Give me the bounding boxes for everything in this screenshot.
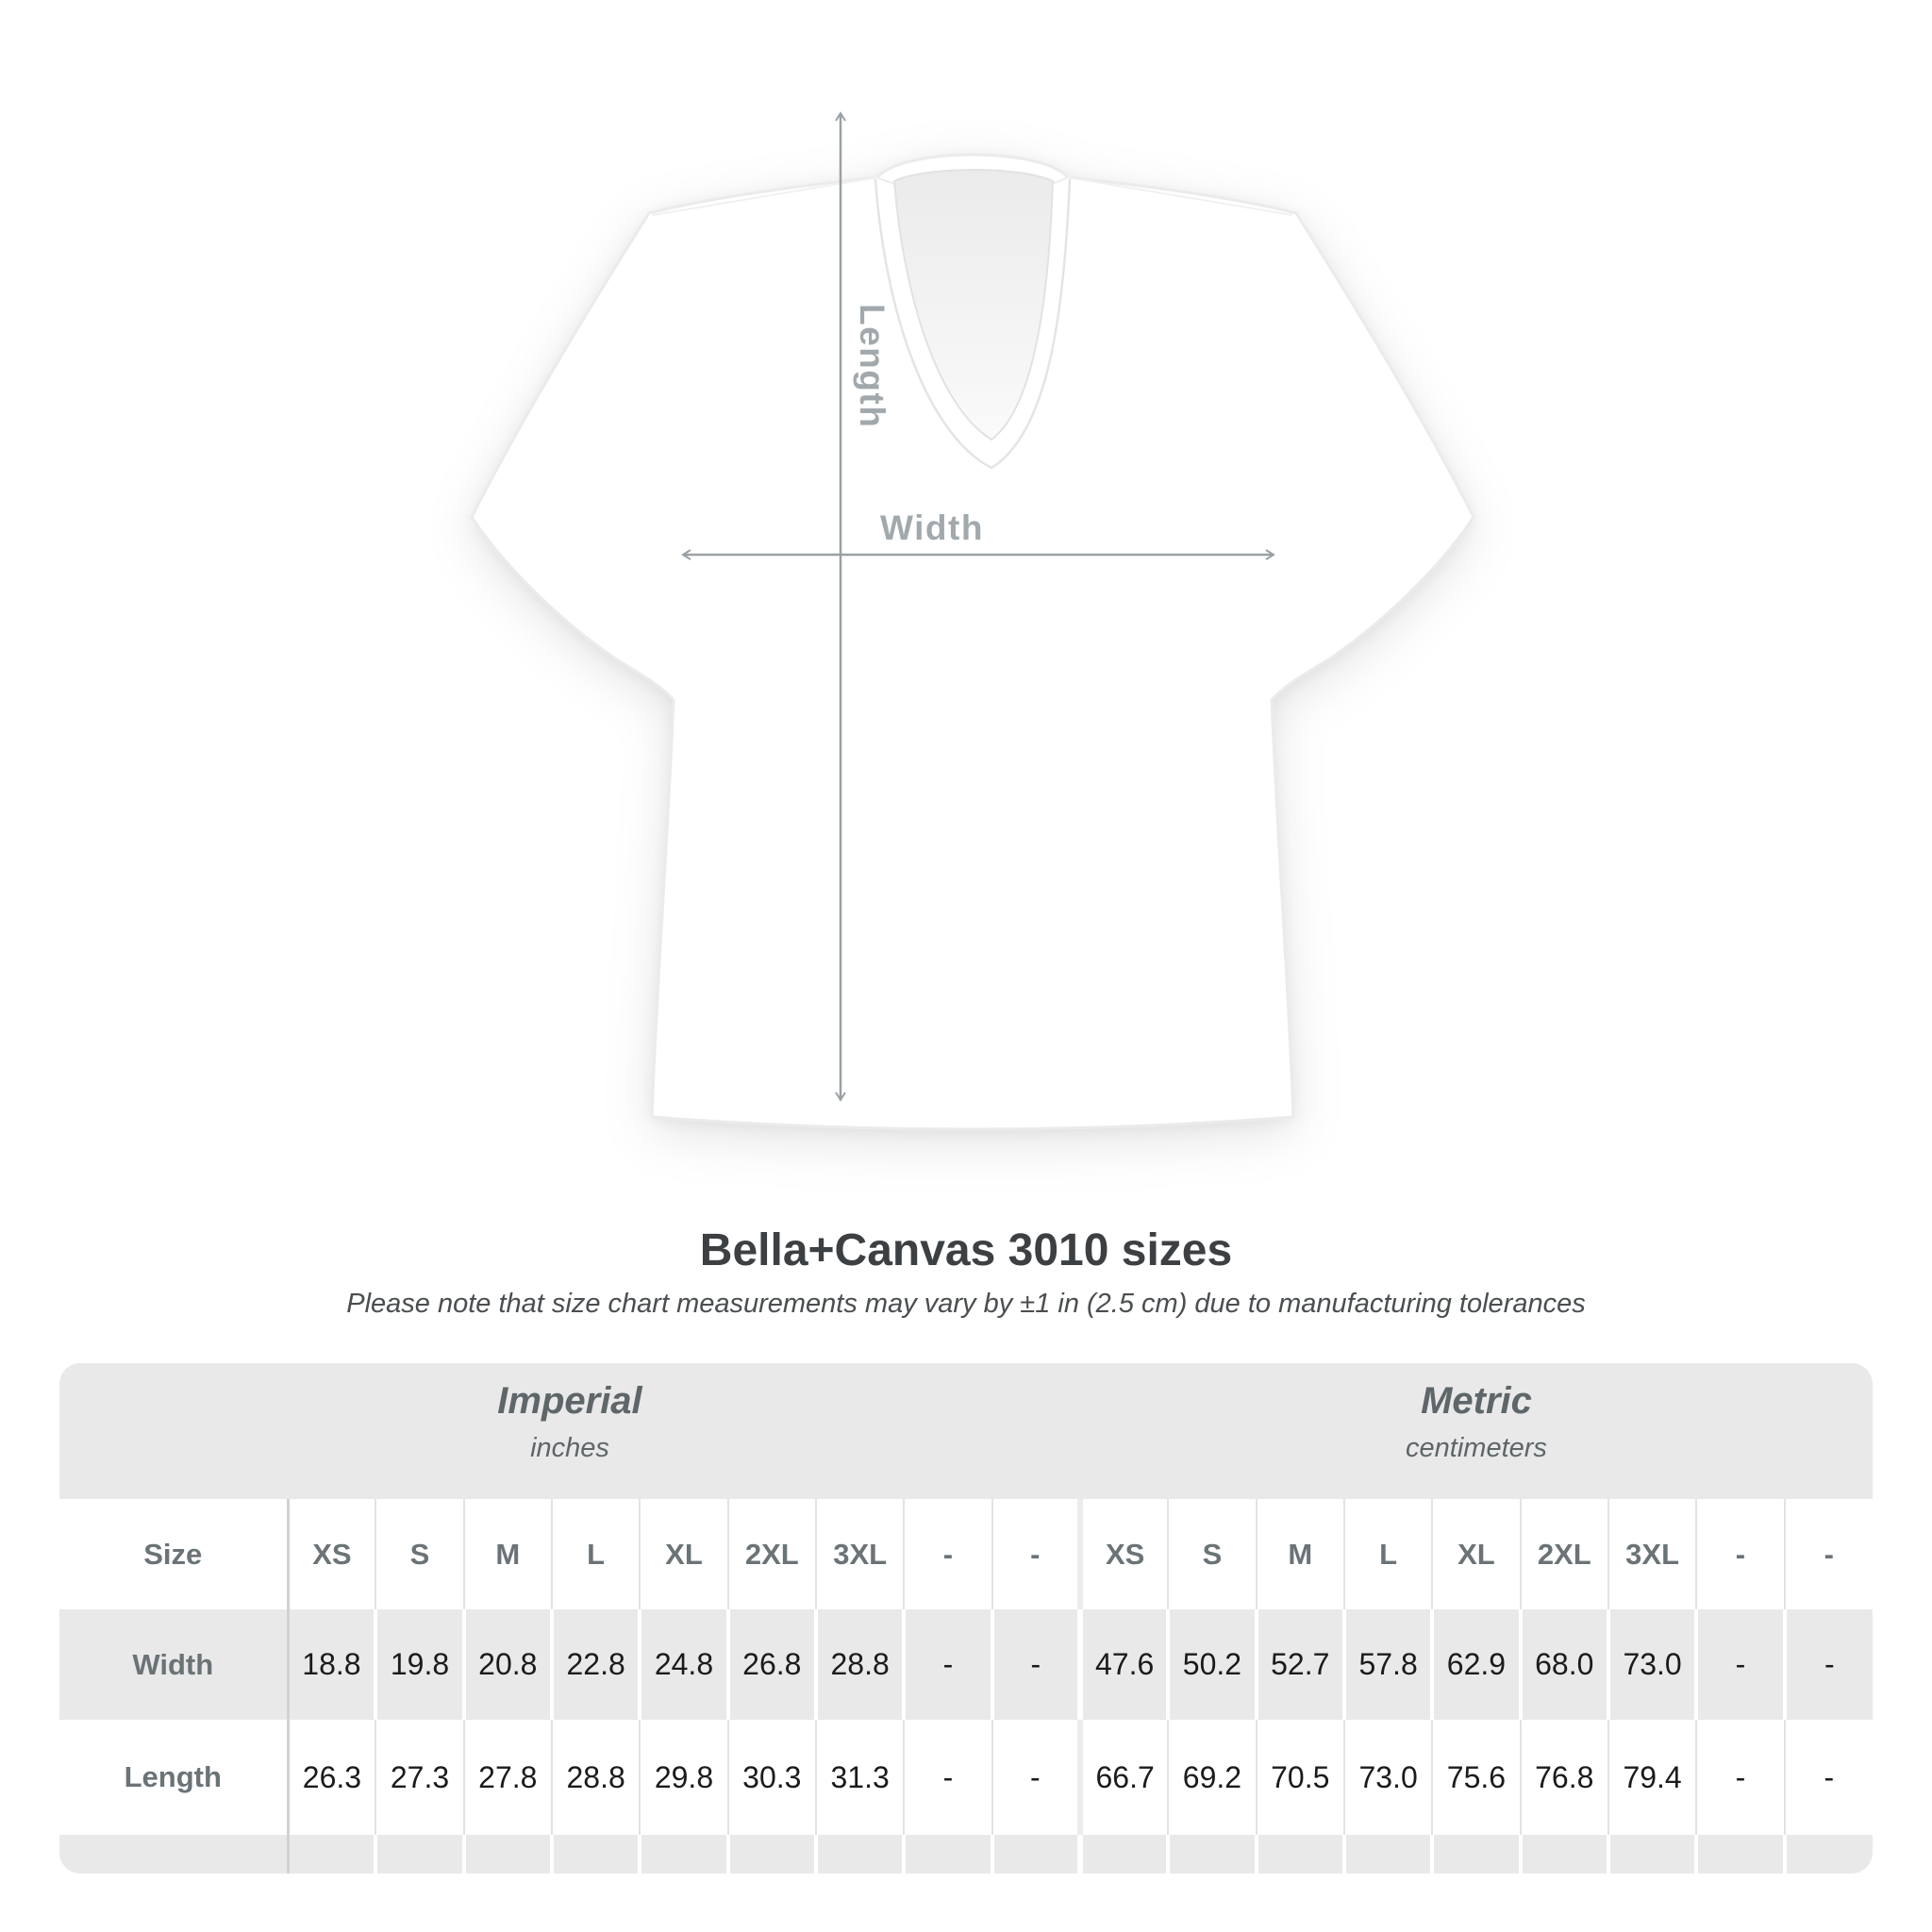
width-cell: 50.2	[1168, 1609, 1256, 1720]
col-header: XS	[1080, 1499, 1168, 1609]
length-cell: 66.7	[1080, 1720, 1168, 1835]
width-cell: 68.0	[1521, 1609, 1608, 1720]
filler-cell	[1257, 1835, 1344, 1874]
col-header: 2XL	[728, 1499, 816, 1609]
col-header: 3XL	[1608, 1499, 1696, 1609]
length-cell: 69.2	[1168, 1720, 1256, 1835]
size-header: Size	[143, 1537, 203, 1571]
col-header: 3XL	[816, 1499, 904, 1609]
filler-cell	[59, 1835, 288, 1874]
filler-cell	[464, 1835, 552, 1874]
col-header: -	[1785, 1499, 1873, 1609]
col-header: S	[1168, 1499, 1256, 1609]
length-cell: 28.8	[552, 1720, 640, 1835]
length-label: Length	[853, 304, 891, 429]
filler-cell	[728, 1835, 816, 1874]
length-cell: 76.8	[1521, 1720, 1608, 1835]
width-cell: 62.9	[1432, 1609, 1520, 1720]
filler-cell	[1080, 1835, 1168, 1874]
filler-cell	[640, 1835, 727, 1874]
length-cell: 79.4	[1608, 1720, 1696, 1835]
length-cell: 29.8	[640, 1720, 727, 1835]
length-cell: -	[992, 1720, 1080, 1835]
length-cell: 70.5	[1257, 1720, 1344, 1835]
width-row-label: Width	[132, 1647, 214, 1681]
col-header: 2XL	[1521, 1499, 1608, 1609]
width-cell: 57.8	[1344, 1609, 1432, 1720]
width-cell: -	[992, 1609, 1080, 1720]
length-cell: 27.3	[375, 1720, 463, 1835]
width-cell: -	[1785, 1609, 1873, 1720]
filler-cell	[1785, 1835, 1873, 1874]
width-cell: 19.8	[375, 1609, 463, 1720]
imperial-header	[59, 1363, 1080, 1499]
width-cell: 52.7	[1257, 1609, 1344, 1720]
filler-cell	[288, 1835, 375, 1874]
col-header: -	[1696, 1499, 1784, 1609]
metric-label: Metric	[1421, 1380, 1532, 1422]
length-cell: 26.3	[288, 1720, 375, 1835]
imperial-unit: inches	[530, 1433, 609, 1463]
length-cell: 75.6	[1432, 1720, 1520, 1835]
tshirt-image	[472, 155, 1474, 1129]
page-subtitle: Please note that size chart measurements may vary by ±1 in (2.5 cm) due to manufacturing tolerances	[346, 1289, 1586, 1319]
filler-cell	[1432, 1835, 1520, 1874]
width-cell: 28.8	[816, 1609, 904, 1720]
length-cell: 27.8	[464, 1720, 552, 1835]
width-row	[59, 1609, 1873, 1720]
filler-cell	[1344, 1835, 1432, 1874]
metric-unit: centimeters	[1406, 1433, 1547, 1463]
length-row	[59, 1720, 1873, 1835]
length-row-label: Length	[124, 1760, 222, 1793]
length-cell: 73.0	[1344, 1720, 1432, 1835]
filler-cell	[992, 1835, 1080, 1874]
unit-header-row	[59, 1363, 1873, 1499]
col-header: -	[992, 1499, 1080, 1609]
width-cell: 20.8	[464, 1609, 552, 1720]
col-header: L	[1344, 1499, 1432, 1609]
width-cell: 26.8	[728, 1609, 816, 1720]
width-label: Width	[880, 508, 984, 547]
table-footer-strip	[59, 1835, 1873, 1874]
filler-cell	[1521, 1835, 1608, 1874]
col-header: XL	[640, 1499, 727, 1609]
length-cell: 30.3	[728, 1720, 816, 1835]
filler-cell	[375, 1835, 463, 1874]
col-header: L	[552, 1499, 640, 1609]
filler-cell	[904, 1835, 991, 1874]
col-header: S	[375, 1499, 463, 1609]
page-title: Bella+Canvas 3010 sizes	[699, 1225, 1233, 1275]
width-cell: 22.8	[552, 1609, 640, 1720]
length-cell: 31.3	[816, 1720, 904, 1835]
metric-header	[1080, 1363, 1873, 1499]
size-table	[59, 1363, 1873, 1874]
filler-cell	[1168, 1835, 1256, 1874]
filler-cell	[552, 1835, 640, 1874]
imperial-label: Imperial	[497, 1380, 642, 1422]
length-cell: -	[904, 1720, 991, 1835]
width-cell: 47.6	[1080, 1609, 1168, 1720]
width-cell: -	[904, 1609, 991, 1720]
filler-cell	[1608, 1835, 1696, 1874]
width-cell: 73.0	[1608, 1609, 1696, 1720]
filler-cell	[816, 1835, 904, 1874]
length-cell: -	[1696, 1720, 1784, 1835]
filler-cell	[1696, 1835, 1784, 1874]
size-header-row	[59, 1499, 1873, 1609]
width-cell: 24.8	[640, 1609, 727, 1720]
length-cell: -	[1785, 1720, 1873, 1835]
col-header: -	[904, 1499, 991, 1609]
width-cell: 18.8	[288, 1609, 375, 1720]
col-header: XS	[288, 1499, 375, 1609]
col-header: M	[464, 1499, 552, 1609]
col-header: XL	[1432, 1499, 1520, 1609]
col-header: M	[1257, 1499, 1344, 1609]
width-cell: -	[1696, 1609, 1784, 1720]
